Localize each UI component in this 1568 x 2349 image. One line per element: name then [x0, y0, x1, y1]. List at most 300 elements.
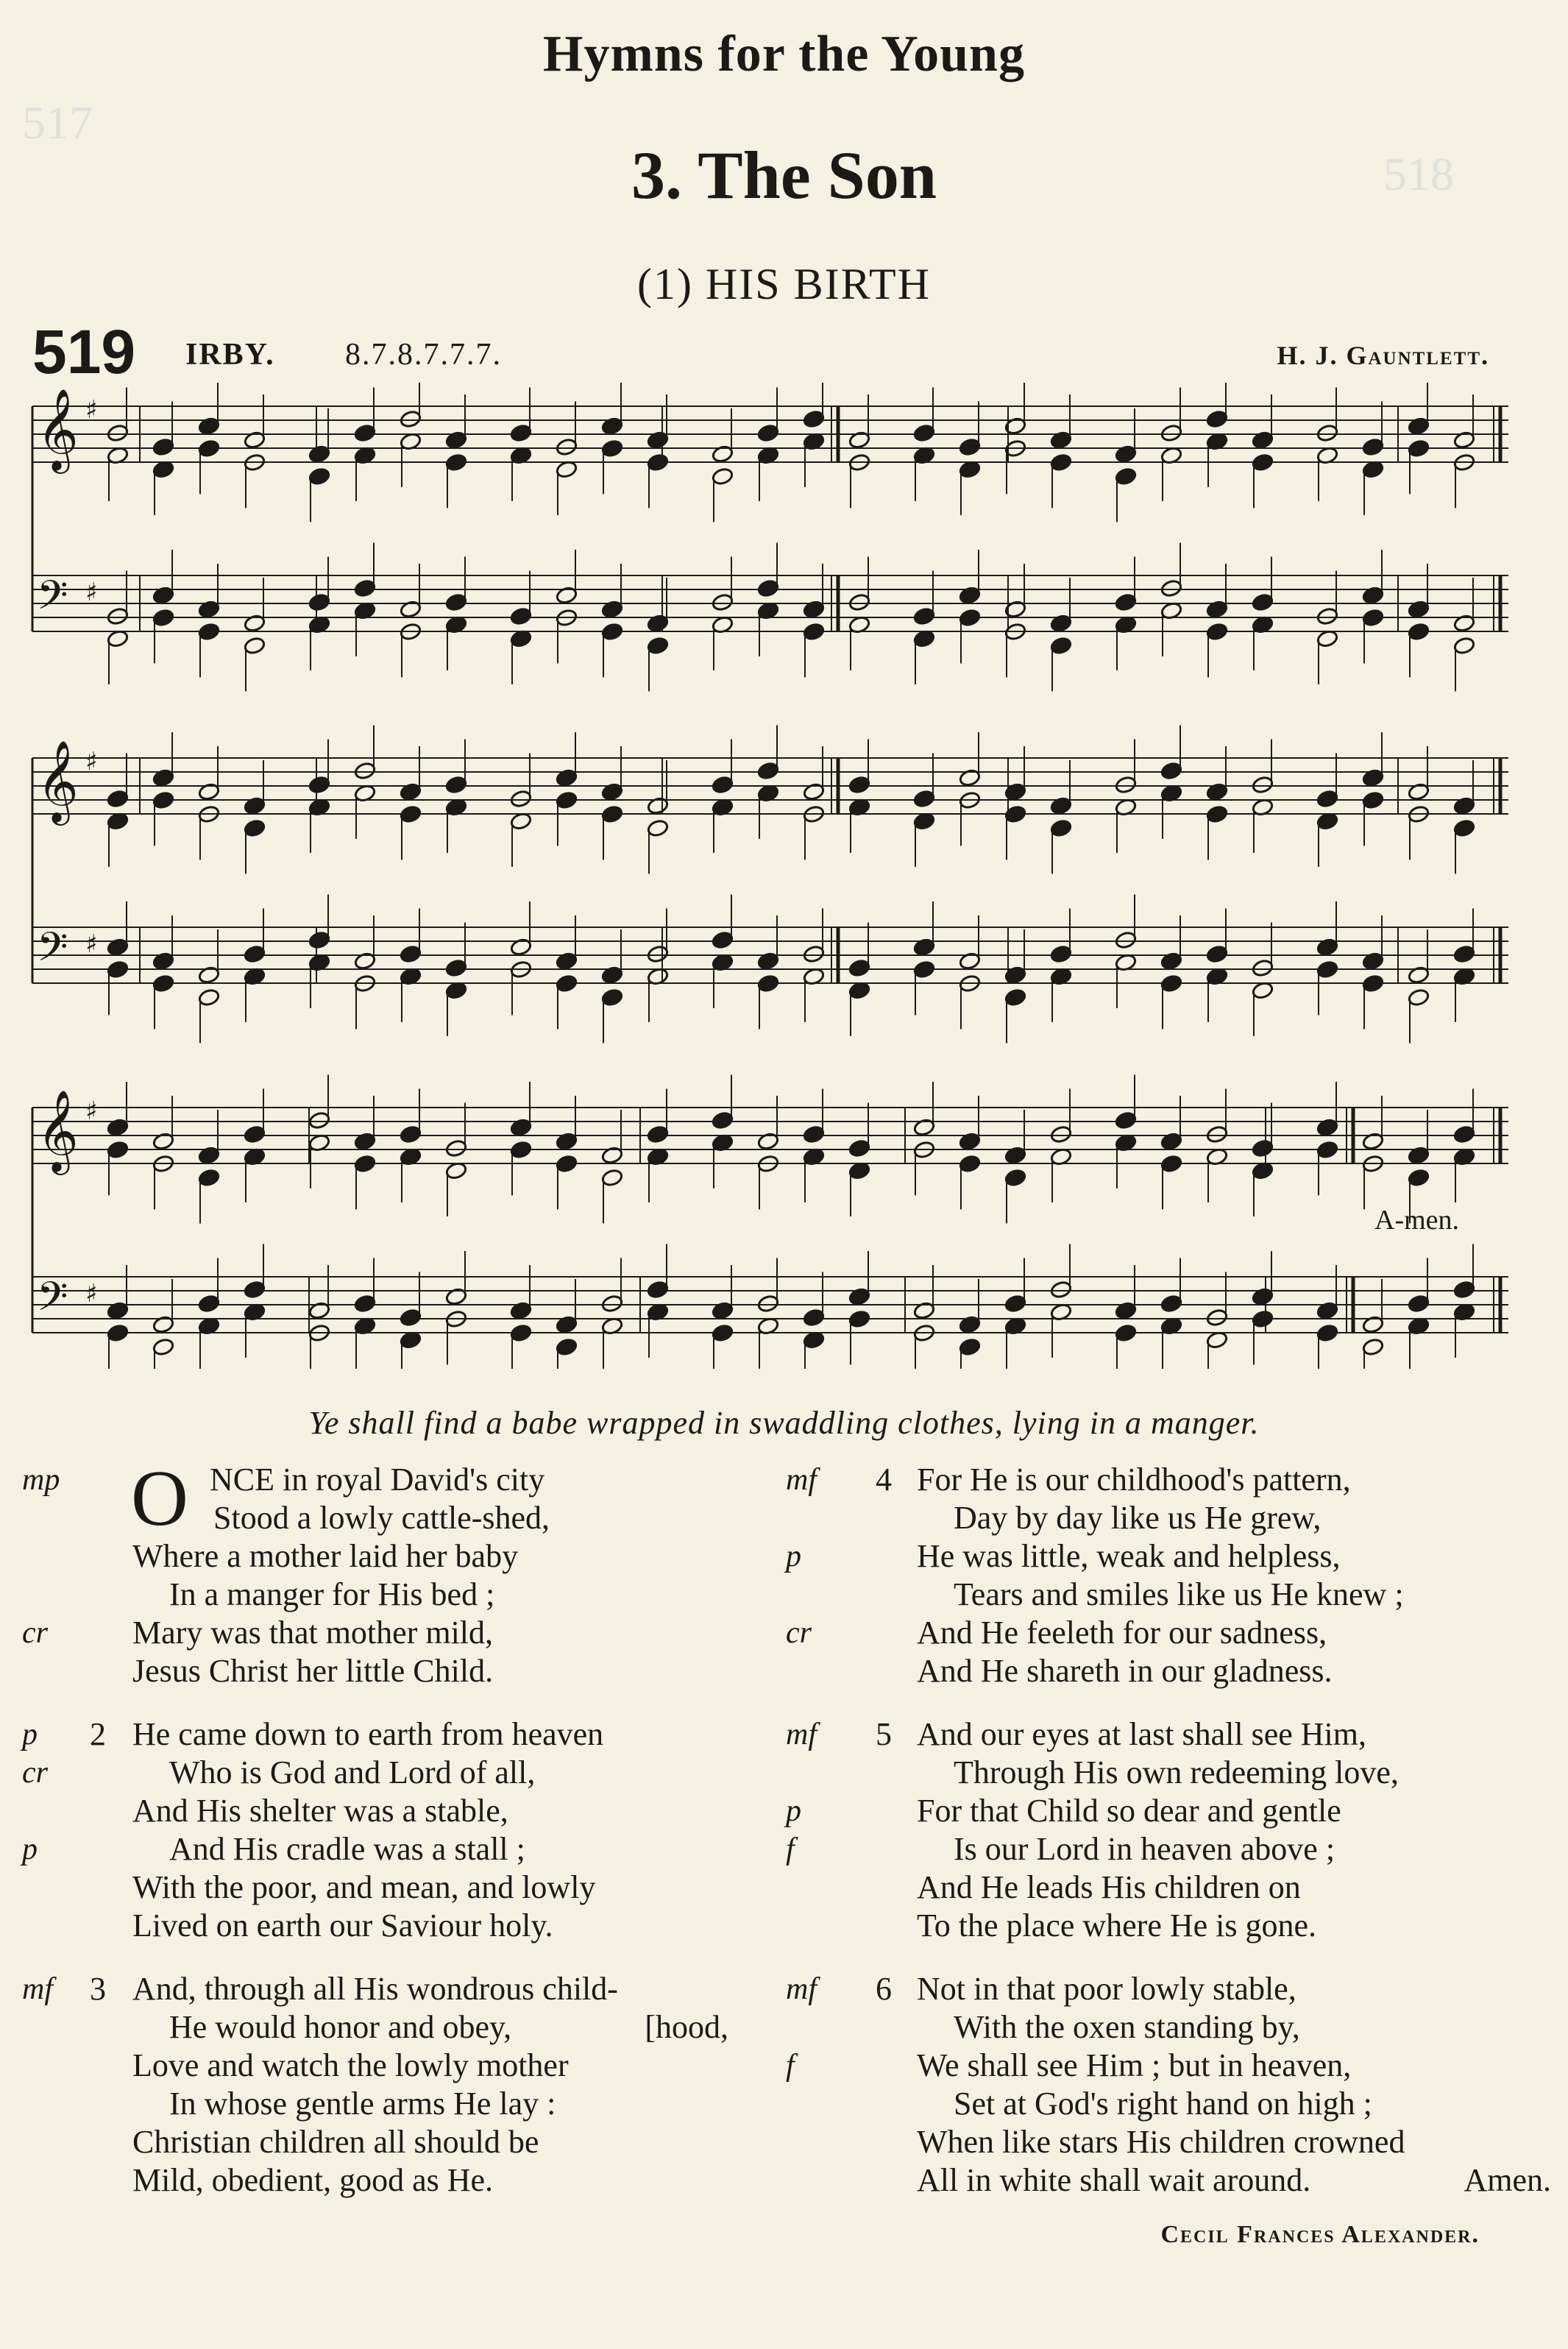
note-head	[601, 417, 624, 436]
line-continuation: [hood,	[645, 2009, 728, 2045]
note-head	[244, 818, 266, 837]
note-head	[848, 593, 871, 612]
note-head	[1115, 1301, 1138, 1320]
verse-number: 5	[876, 1716, 892, 1752]
note-head	[556, 1132, 578, 1151]
note-head	[1408, 1294, 1430, 1314]
note-head	[913, 1118, 936, 1137]
note-head	[647, 636, 670, 655]
note-head	[198, 1168, 221, 1187]
verse	[22, 1715, 773, 1945]
note-head	[510, 1301, 533, 1320]
dynamic-marking: mf	[786, 1718, 817, 1751]
verse-line	[786, 2161, 1551, 2200]
note-head	[1206, 804, 1229, 823]
note-head	[959, 438, 982, 457]
verse	[786, 1715, 1551, 1945]
note-head	[1252, 593, 1274, 612]
note-head	[445, 593, 468, 612]
note-head	[107, 1140, 130, 1159]
note-head	[712, 444, 734, 464]
note-head	[107, 424, 130, 443]
verse-line-text: He was little, weak and helpless,	[917, 1538, 1341, 1574]
note-head	[712, 593, 734, 612]
note-head	[400, 945, 422, 964]
verse-line	[786, 1461, 1551, 1499]
note-head	[712, 1111, 734, 1130]
note-head	[1206, 410, 1229, 429]
note-head	[198, 439, 221, 458]
dynamic-marking: f	[786, 1832, 795, 1866]
verse-line-text: We shall see Him ; but in heaven,	[917, 2047, 1352, 2083]
key-signature-sharp: ♯	[85, 395, 98, 425]
note-head	[107, 607, 130, 626]
verse-line-text: NCE in royal David's city	[210, 1462, 545, 1498]
dynamic-marking: mf	[22, 1972, 53, 2006]
note-head	[1408, 622, 1430, 641]
dynamic-marking: p	[786, 1540, 801, 1573]
note-head	[152, 1132, 175, 1151]
note-head	[1115, 1111, 1138, 1130]
note-head	[400, 410, 422, 429]
verse-line	[22, 1907, 773, 1945]
note-head	[198, 988, 221, 1007]
note-head	[1453, 1280, 1476, 1300]
note-head	[1115, 931, 1138, 950]
note-head	[1362, 974, 1385, 993]
note-head	[1050, 636, 1073, 655]
note-head	[601, 439, 624, 458]
note-head	[510, 607, 533, 626]
note-head	[1050, 1125, 1073, 1144]
note-head	[1408, 1168, 1430, 1187]
note-head	[1362, 438, 1385, 457]
note-head	[647, 945, 670, 964]
treble-clef-icon: 𝄞	[37, 388, 79, 470]
note-head	[1408, 417, 1430, 436]
note-head	[400, 1308, 422, 1328]
note-head	[308, 931, 331, 950]
note-head	[647, 1280, 670, 1300]
note-head	[107, 790, 130, 809]
note-head	[1453, 1125, 1476, 1144]
note-head	[1050, 1280, 1073, 1300]
verse-line-text: In a manger for His bed ;	[169, 1576, 495, 1612]
note-head	[1316, 960, 1339, 979]
verses-column-left	[22, 1455, 773, 2225]
verse-line-text: For He is our childhood's pattern,	[917, 1462, 1351, 1498]
note-head	[1004, 1168, 1027, 1187]
note-head	[1408, 782, 1430, 801]
tune-name: IRBY.	[185, 338, 275, 372]
note-head	[152, 608, 175, 627]
note-head	[803, 410, 826, 429]
note-head	[712, 1323, 734, 1342]
note-head	[354, 952, 377, 971]
verse-line	[22, 1537, 773, 1576]
note-head	[244, 431, 266, 450]
verse-line-text: And our eyes at last shall see Him,	[917, 1716, 1366, 1752]
note-head	[848, 431, 871, 450]
note-head	[1252, 453, 1274, 472]
verse-line	[22, 1830, 773, 1868]
note-head	[601, 804, 624, 823]
dynamic-marking: p	[786, 1794, 801, 1828]
note-head	[848, 1309, 871, 1328]
verse-line	[22, 2161, 773, 2200]
note-head	[445, 431, 468, 450]
verse-line-text: Love and watch the lowly mother	[132, 2047, 569, 2083]
note-head	[1050, 614, 1073, 633]
note-head	[647, 614, 670, 633]
note-head	[1252, 1139, 1274, 1158]
note-head	[712, 776, 734, 795]
verse-line	[786, 2123, 1551, 2161]
note-head	[1362, 768, 1385, 787]
note-head	[1362, 1132, 1385, 1151]
note-head	[198, 417, 221, 436]
note-head	[1316, 790, 1339, 809]
note-head	[959, 1132, 982, 1151]
note-head	[1408, 1146, 1430, 1165]
verse-line-text: Tears and smiles like us He knew ;	[954, 1576, 1404, 1612]
note-head	[1316, 1118, 1339, 1137]
note-head	[1004, 988, 1027, 1007]
note-head	[152, 952, 175, 971]
note-head	[244, 1280, 266, 1300]
note-head	[1316, 1301, 1339, 1320]
note-head	[308, 467, 331, 486]
note-head	[556, 586, 578, 605]
note-head	[1408, 988, 1430, 1007]
verse-line	[22, 1792, 773, 1830]
note-head	[1115, 444, 1138, 464]
note-head	[959, 768, 982, 787]
note-head	[959, 1315, 982, 1334]
text-author: Cecil Frances Alexander.	[1160, 2221, 1480, 2248]
verse-line	[786, 2047, 1551, 2085]
verse-line-text: And His shelter was a stable,	[132, 1793, 508, 1829]
note-head	[510, 1323, 533, 1342]
verse-line	[22, 1754, 773, 1792]
note-head	[1115, 467, 1138, 486]
dynamic-marking: mf	[786, 1972, 817, 2006]
note-head	[1453, 945, 1476, 964]
note-head	[400, 1125, 422, 1144]
drop-capital: O	[131, 1455, 188, 1542]
note-head	[1362, 1337, 1385, 1356]
verse-line-text: Who is God and Lord of all,	[169, 1754, 536, 1790]
note-head	[1408, 966, 1430, 985]
dynamic-marking: mp	[22, 1463, 60, 1497]
note-head	[510, 938, 533, 957]
note-head	[959, 608, 982, 627]
note-head	[244, 614, 266, 633]
note-head	[354, 1154, 377, 1173]
note-head	[152, 1337, 175, 1356]
note-head	[1050, 796, 1073, 815]
verse-line-text: All in white shall wait around.	[917, 2162, 1311, 2198]
note-head	[308, 1301, 331, 1320]
key-signature-sharp: ♯	[85, 1096, 98, 1126]
note-head	[712, 1301, 734, 1320]
note-head	[601, 966, 624, 985]
note-head	[152, 768, 175, 787]
dynamic-marking: p	[22, 1832, 38, 1866]
note-head	[1408, 600, 1430, 619]
note-head	[198, 600, 221, 619]
verse-line-text: Lived on earth our Saviour holy.	[132, 1907, 553, 1944]
note-head	[601, 782, 624, 801]
verse-line	[786, 1652, 1551, 1690]
verse-number: 3	[90, 1971, 106, 2007]
bass-clef-icon: 𝄢	[37, 1273, 68, 1330]
note-head	[1316, 938, 1339, 957]
note-head	[1316, 607, 1339, 626]
note-head	[152, 1315, 175, 1334]
verse-line	[786, 1537, 1551, 1576]
note-head	[400, 600, 422, 619]
note-head	[848, 776, 871, 795]
verse-line-text: Mary was that mother mild,	[132, 1615, 494, 1651]
note-head	[152, 790, 175, 809]
scripture-epigraph: Ye shall find a babe wrapped in swaddling clothes, lying in a manger.	[308, 1405, 1260, 1441]
note-head	[244, 796, 266, 815]
verse-line-text: In whose gentle arms He lay :	[169, 2086, 556, 2122]
note-head	[601, 1146, 624, 1165]
key-signature-sharp: ♯	[85, 747, 98, 776]
note-head	[1160, 952, 1183, 971]
dynamic-marking: mf	[786, 1463, 817, 1497]
note-head	[556, 1315, 578, 1334]
note-head	[803, 1308, 826, 1328]
hymn-header	[32, 316, 1489, 386]
note-head	[198, 782, 221, 801]
note-head	[757, 952, 780, 971]
dynamic-marking: p	[22, 1718, 38, 1751]
verse-line-text: And He shareth in our gladness.	[917, 1653, 1333, 1689]
bleed-through-text: 518	[1383, 148, 1454, 200]
section-title: 3. The Son	[631, 138, 937, 213]
note-head	[1160, 424, 1183, 443]
note-head	[1160, 579, 1183, 598]
note-head	[1362, 608, 1385, 627]
note-head	[913, 1301, 936, 1320]
note-head	[354, 762, 377, 781]
note-head	[647, 1125, 670, 1144]
note-head	[1252, 1309, 1274, 1328]
note-head	[400, 782, 422, 801]
note-head	[1453, 636, 1476, 655]
verse-line-text: And His cradle was a stall ;	[169, 1831, 525, 1867]
verse-line-text: Stood a lowly cattle-shed,	[213, 1500, 550, 1536]
dynamic-marking: f	[786, 2049, 795, 2083]
note-head	[556, 974, 578, 993]
note-head	[510, 1140, 533, 1159]
note-head	[556, 438, 578, 457]
note-head	[803, 782, 826, 801]
note-head	[601, 1294, 624, 1314]
note-head	[510, 424, 533, 443]
note-head	[601, 988, 624, 1007]
note-head	[1316, 424, 1339, 443]
note-head	[1160, 1132, 1183, 1151]
note-head	[354, 1132, 377, 1151]
note-head	[107, 1118, 130, 1137]
note-head	[757, 1294, 780, 1314]
note-head	[510, 790, 533, 809]
note-head	[1408, 439, 1430, 458]
note-head	[647, 431, 670, 450]
note-head	[1004, 1146, 1027, 1165]
note-head	[1206, 622, 1229, 641]
note-head	[757, 974, 780, 993]
note-head	[803, 945, 826, 964]
note-head	[1316, 1323, 1339, 1342]
note-head	[1206, 945, 1229, 964]
note-head	[1362, 586, 1385, 605]
note-head	[848, 959, 871, 978]
note-head	[913, 424, 936, 443]
note-head	[107, 960, 130, 979]
note-head	[1050, 453, 1073, 472]
amen-text: Amen.	[1464, 2162, 1551, 2198]
note-head	[244, 945, 266, 964]
treble-clef-icon: 𝄞	[37, 740, 79, 822]
note-head	[913, 607, 936, 626]
note-head	[152, 586, 175, 605]
note-head	[445, 453, 468, 472]
note-head	[445, 776, 468, 795]
verse-number: 4	[876, 1462, 892, 1498]
treble-clef-icon: 𝄞	[37, 1089, 79, 1172]
verse-line-text: Set at God's right hand on high ;	[954, 2086, 1372, 2122]
verse-line	[786, 1970, 1551, 2008]
verse-line	[22, 1868, 773, 1907]
verse-line	[22, 1499, 773, 1537]
verse-line	[22, 2085, 773, 2123]
verse-line-text: And, through all His wondrous child-	[132, 1971, 618, 2007]
note-head	[1206, 1308, 1229, 1328]
note-head	[152, 438, 175, 457]
note-head	[354, 424, 377, 443]
note-head	[913, 960, 936, 979]
note-head	[308, 776, 331, 795]
verse-line	[786, 1830, 1551, 1868]
note-head	[354, 1294, 377, 1314]
note-head	[107, 1301, 130, 1320]
note-head	[1453, 796, 1476, 815]
note-head	[848, 1287, 871, 1306]
note-head	[601, 600, 624, 619]
verse-line	[22, 1576, 773, 1614]
note-head	[1362, 790, 1385, 809]
note-head	[1050, 945, 1073, 964]
meter: 8.7.8.7.7.7.	[345, 338, 502, 372]
composer: H. J. Gauntlett.	[1277, 341, 1489, 370]
note-head	[959, 952, 982, 971]
verse	[22, 1455, 773, 1690]
note-head	[1160, 974, 1183, 993]
note-head	[1252, 959, 1274, 978]
note-head	[556, 790, 578, 809]
note-head	[913, 790, 936, 809]
note-head	[152, 974, 175, 993]
verse-line	[786, 1907, 1551, 1945]
verse-line-text: Where a mother laid her baby	[132, 1538, 519, 1574]
verse-line-text: Through His own redeeming love,	[954, 1754, 1399, 1790]
note-head	[400, 804, 422, 823]
verse-line-text: Not in that poor lowly stable,	[917, 1971, 1296, 2007]
note-head	[913, 938, 936, 957]
dynamic-marking: cr	[22, 1756, 48, 1790]
verse-line-text: Jesus Christ her little Child.	[132, 1653, 494, 1689]
note-head	[1252, 776, 1274, 795]
note-head	[1050, 431, 1073, 450]
note-head	[308, 593, 331, 612]
verses-column-right	[786, 1461, 1551, 2225]
note-head	[107, 1323, 130, 1342]
key-signature-sharp: ♯	[85, 1279, 98, 1308]
dynamic-marking: cr	[786, 1616, 812, 1650]
subsection-title: (1) HIS BIRTH	[636, 260, 932, 308]
note-head	[601, 622, 624, 641]
note-head	[647, 818, 670, 837]
note-head	[1206, 1125, 1229, 1144]
verse-line-text: For that Child so dear and gentle	[917, 1793, 1341, 1829]
note-head	[308, 444, 331, 464]
verse-line-text: With the poor, and mean, and lowly	[132, 1869, 596, 1905]
note-head	[198, 1294, 221, 1314]
note-head	[1362, 1315, 1385, 1334]
verse	[22, 1970, 773, 2200]
note-head	[647, 453, 670, 472]
note-head	[1160, 1154, 1183, 1173]
verse-line	[22, 1715, 773, 1754]
verse-line	[786, 1868, 1551, 1907]
verse-line	[786, 2085, 1551, 2123]
note-head	[712, 467, 734, 486]
note-head	[803, 600, 826, 619]
verse	[786, 1461, 1551, 1690]
verse-line-text: And He leads His children on	[917, 1869, 1301, 1905]
verse-line	[786, 1715, 1551, 1754]
verse-line	[22, 2047, 773, 2085]
note-head	[1115, 593, 1138, 612]
note-head	[757, 762, 780, 781]
verse-line-text: With the oxen standing by,	[954, 2009, 1300, 2045]
note-head	[354, 579, 377, 598]
verse-line	[22, 2123, 773, 2161]
verse-line	[22, 1970, 773, 2008]
dynamic-marking: cr	[22, 1616, 48, 1650]
note-head	[1206, 600, 1229, 619]
note-head	[848, 1139, 871, 1158]
verse-line	[786, 1576, 1551, 1614]
hymn-verses	[22, 1455, 1553, 2270]
note-head	[198, 1146, 221, 1165]
verse-line	[786, 1499, 1551, 1537]
verse-line	[786, 2008, 1551, 2047]
note-head	[556, 1154, 578, 1173]
note-head	[1115, 776, 1138, 795]
hymn-number: 519	[32, 317, 136, 386]
note-head	[244, 1125, 266, 1144]
verse-line-text: To the place where He is gone.	[917, 1907, 1317, 1944]
key-signature-sharp: ♯	[85, 929, 98, 959]
note-head	[1453, 614, 1476, 633]
note-head	[1004, 1294, 1027, 1314]
